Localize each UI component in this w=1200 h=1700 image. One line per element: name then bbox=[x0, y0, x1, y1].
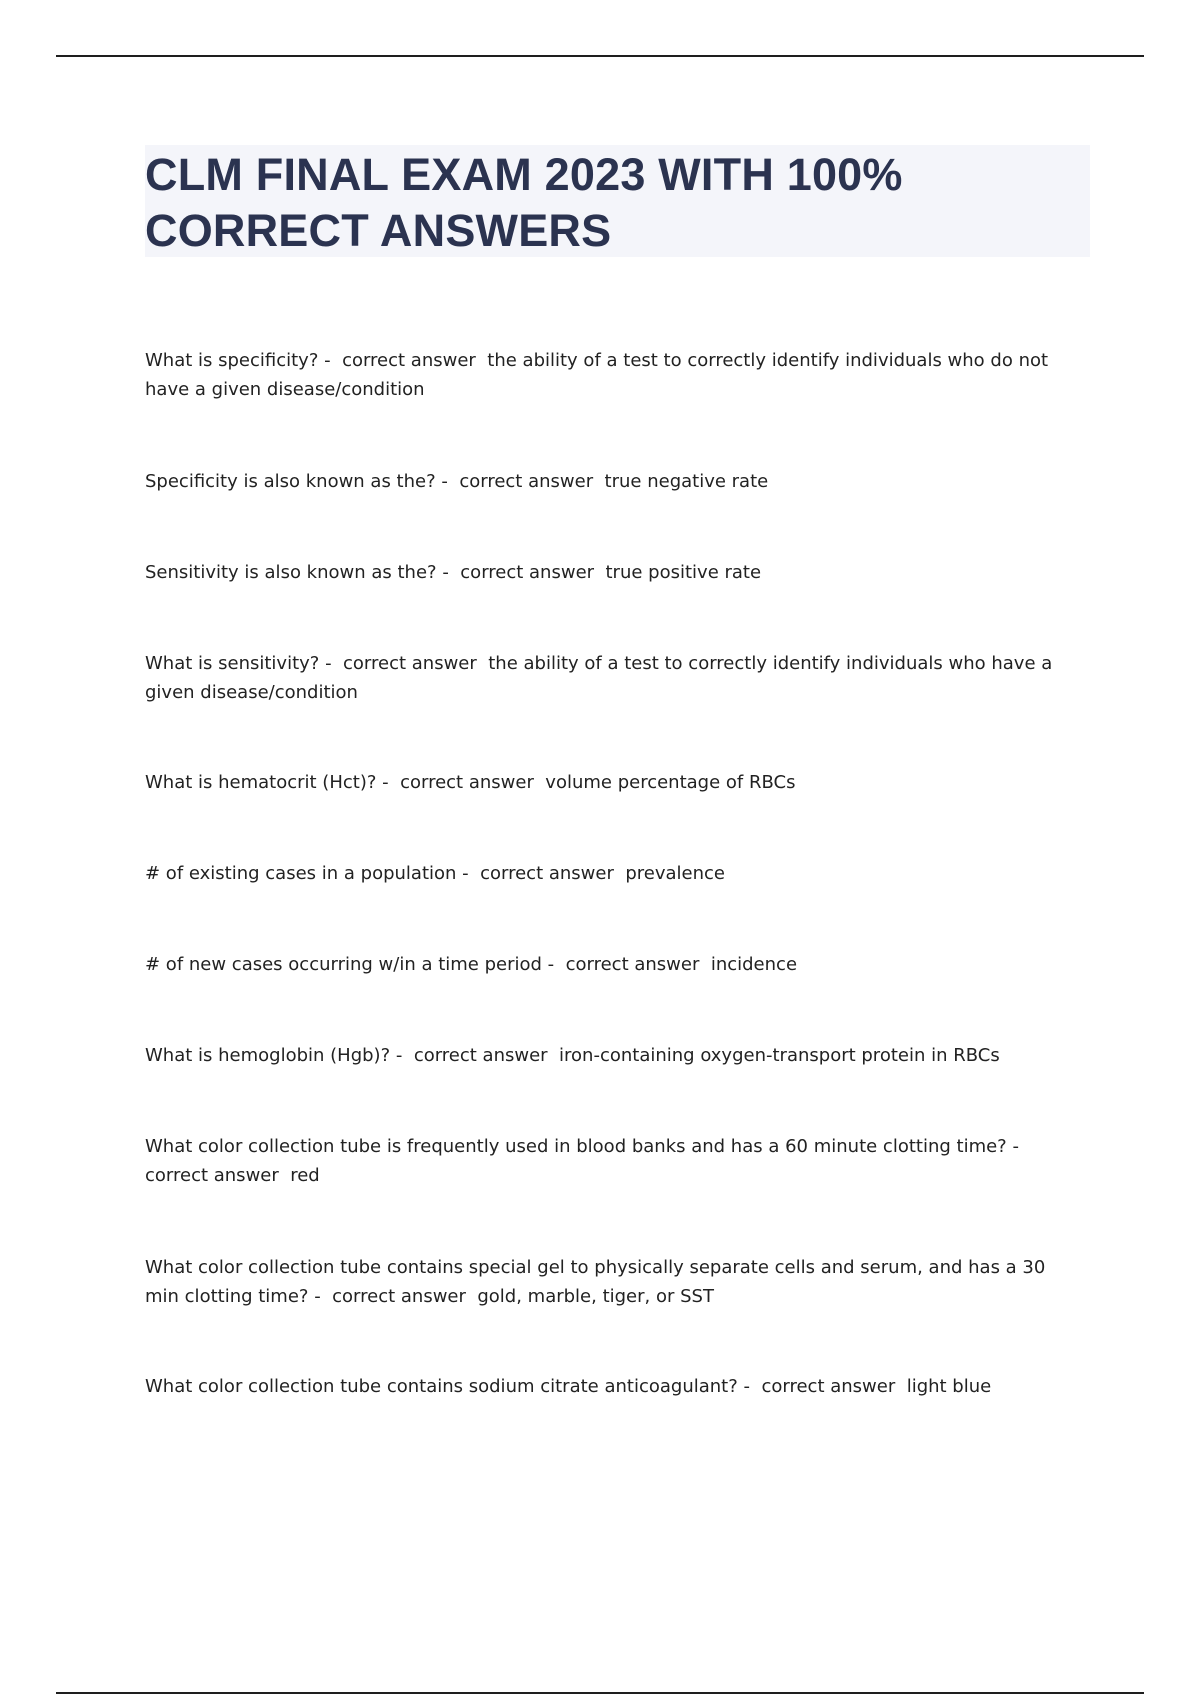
answer-prefix: correct answer bbox=[413, 1045, 560, 1066]
answer-prefix: correct answer bbox=[342, 350, 488, 371]
separator: - bbox=[318, 350, 343, 371]
separator: - bbox=[390, 1045, 414, 1066]
separator: - bbox=[319, 653, 344, 674]
question: What color collection tube is frequently used in blood banks and has a 60 minute clotting time? bbox=[145, 1136, 1007, 1157]
question: What is hemoglobin (Hgb)? bbox=[145, 1045, 391, 1066]
question: Sensitivity is also known as the? bbox=[145, 562, 437, 583]
question: What is hematocrit (Hct)? bbox=[145, 772, 377, 793]
qa-item-red-tube bbox=[145, 1132, 1080, 1190]
answer-prefix: correct answer bbox=[145, 1165, 291, 1186]
answer: prevalence bbox=[625, 863, 725, 884]
answer-prefix: correct answer bbox=[459, 471, 605, 492]
separator: - bbox=[376, 772, 401, 793]
separator: - bbox=[456, 863, 481, 884]
answer: incidence bbox=[710, 954, 798, 975]
qa-item-specificity bbox=[145, 346, 1080, 404]
answer: light blue bbox=[906, 1376, 992, 1397]
question: # of existing cases in a population bbox=[145, 863, 457, 884]
answer-prefix: correct answer bbox=[343, 653, 489, 674]
bottom-rule bbox=[56, 1692, 1144, 1694]
answer: the ability of a test to correctly identify individuals who have a given disease/condition bbox=[145, 653, 1059, 703]
answer: iron-containing oxygen-transport protein in RBCs bbox=[559, 1045, 1000, 1066]
separator: - bbox=[436, 562, 461, 583]
qa-item-specificity-aka bbox=[145, 467, 1080, 496]
qa-item-prevalence bbox=[145, 859, 1080, 888]
separator: - bbox=[737, 1376, 762, 1397]
qa-item-incidence bbox=[145, 950, 1080, 979]
question: Specificity is also known as the? bbox=[145, 471, 436, 492]
answer-prefix: correct answer bbox=[761, 1376, 907, 1397]
question: # of new cases occurring w/in a time period bbox=[145, 954, 542, 975]
separator: - bbox=[1006, 1136, 1031, 1157]
question: What is specificity? bbox=[145, 350, 319, 371]
question: What color collection tube contains sodium citrate anticoagulant? bbox=[145, 1376, 738, 1397]
top-rule bbox=[56, 55, 1144, 57]
qa-item-sensitivity bbox=[145, 649, 1080, 707]
question: What color collection tube contains special gel to physically separate cells and serum, and has a 30 min clotting time? bbox=[145, 1257, 1052, 1307]
answer: true negative rate bbox=[604, 471, 769, 492]
answer: red bbox=[290, 1165, 320, 1186]
answer-prefix: correct answer bbox=[332, 1286, 478, 1307]
qa-item-light-blue-tube bbox=[145, 1372, 1080, 1401]
answer-prefix: correct answer bbox=[400, 772, 546, 793]
answer: true positive rate bbox=[605, 562, 762, 583]
answer-prefix: correct answer bbox=[565, 954, 711, 975]
separator: - bbox=[308, 1286, 333, 1307]
separator: - bbox=[541, 954, 566, 975]
separator: - bbox=[435, 471, 460, 492]
answer-prefix: correct answer bbox=[460, 562, 606, 583]
answer: gold, marble, tiger, or SST bbox=[477, 1286, 714, 1307]
qa-item-hematocrit bbox=[145, 768, 1080, 797]
qa-item-sensitivity-aka bbox=[145, 558, 1080, 587]
qa-item-hemoglobin bbox=[145, 1041, 1080, 1070]
qa-item-gold-tube bbox=[145, 1253, 1080, 1311]
question: What is sensitivity? bbox=[145, 653, 320, 674]
answer: volume percentage of RBCs bbox=[545, 772, 796, 793]
answer-prefix: correct answer bbox=[480, 863, 626, 884]
answer: the ability of a test to correctly identify individuals who do not have a given disease/condition bbox=[145, 350, 1054, 400]
document-title: CLM FINAL EXAM 2023 WITH 100% CORRECT ANSWERS bbox=[145, 149, 903, 256]
